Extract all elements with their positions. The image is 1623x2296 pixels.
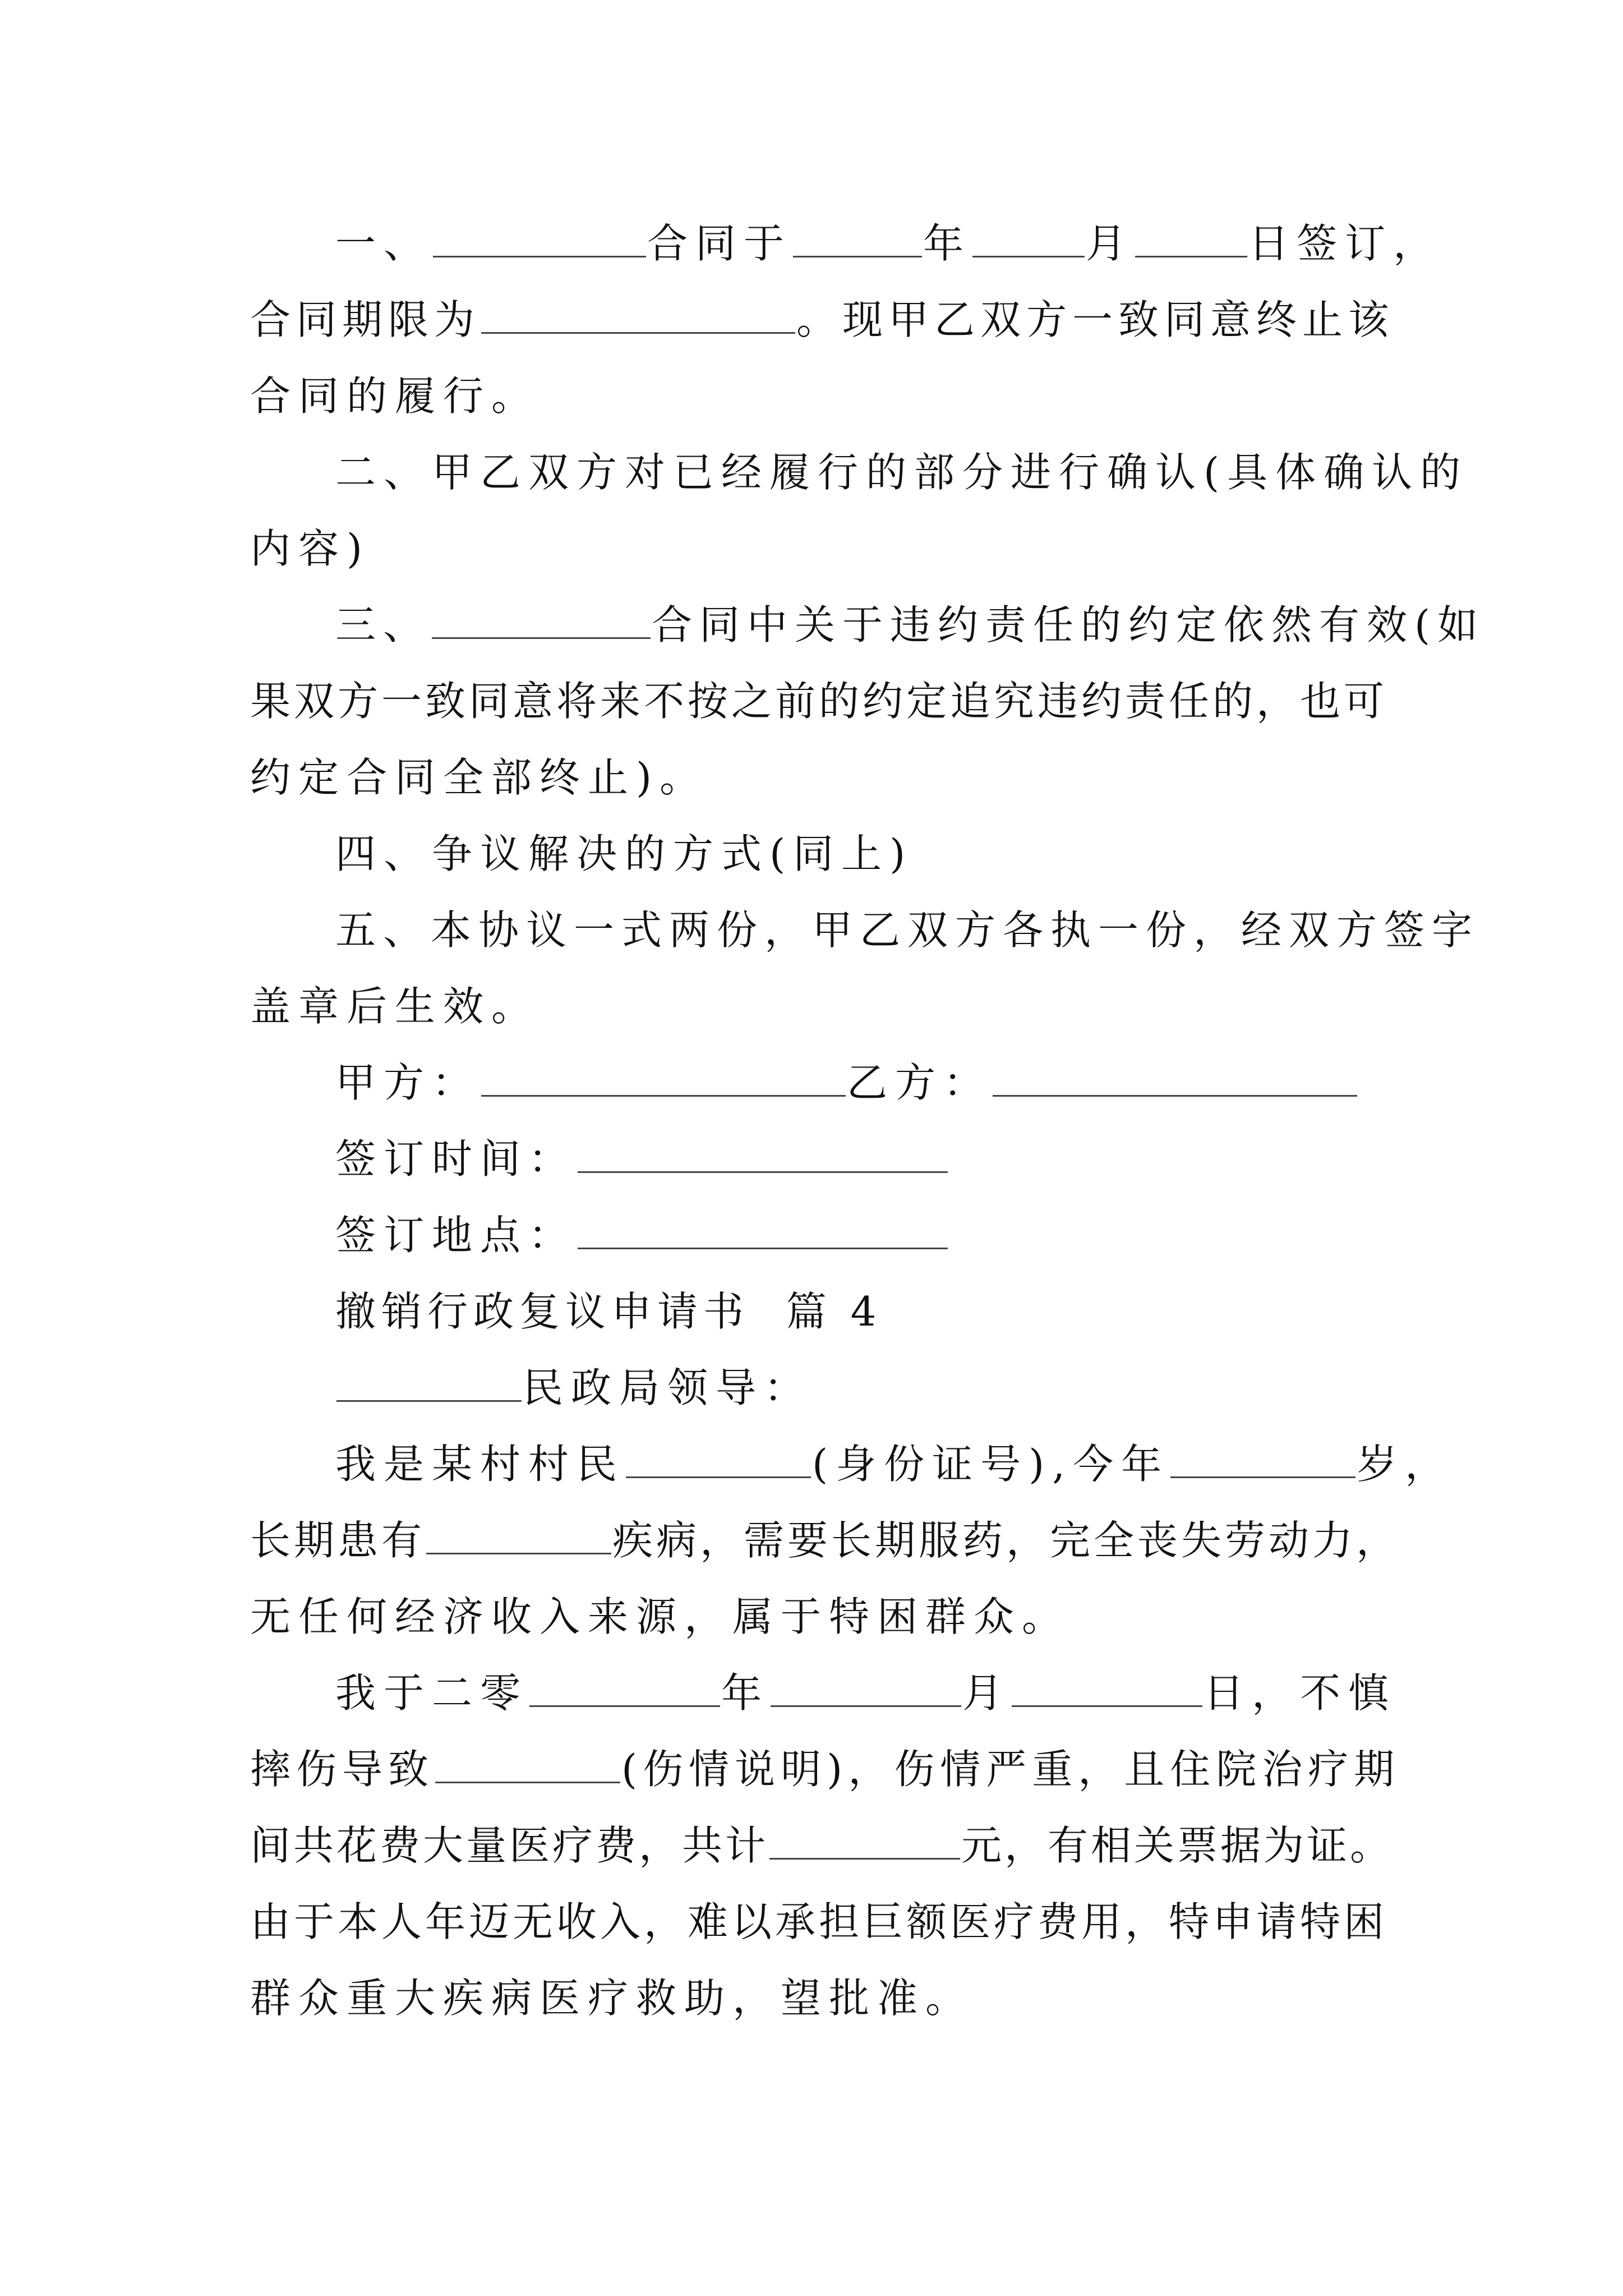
p7-l1-d: 日，不慎	[1204, 1669, 1397, 1717]
sign-time-line	[250, 1125, 1485, 1193]
p3-line-2: 果双方一致同意将来不按之前的约定追究违约责任的，也可	[250, 678, 1388, 725]
p7-l1-b: 年	[721, 1669, 770, 1717]
p1-l1-b: 合同于	[647, 220, 792, 267]
p5-line-2: 盖章后生效。	[250, 983, 540, 1030]
sign-parties-line	[250, 1049, 1485, 1116]
p1-line-3: 合同的履行。	[250, 372, 540, 420]
p3-l1-a: 三、	[335, 601, 431, 648]
sign-place-label: 签订地点：	[335, 1212, 577, 1259]
p6-l1-c: 岁，	[1357, 1441, 1454, 1488]
p7-line-3	[250, 1812, 1400, 1879]
p1-l1-e: 日签订，	[1248, 220, 1442, 267]
p1-l1-c: 年	[923, 220, 972, 267]
p7-line-4: 由于本人年迈无收入，难以承担巨额医疗费用，特申请特困	[250, 1898, 1388, 1945]
blank-party-a	[481, 1056, 846, 1097]
blank-injury-year	[529, 1666, 720, 1707]
p7-line-5: 群众重大疾病医疗救助，望批准。	[250, 1975, 974, 2022]
p7-l3-b: 元，有相关票据为证。	[961, 1822, 1394, 1869]
blank-disease	[426, 1513, 611, 1554]
blank-party-b	[993, 1056, 1357, 1097]
p3-line-3: 约定合同全部终止)。	[250, 754, 708, 801]
p3-line-1	[250, 591, 1485, 659]
p1-line-1	[250, 210, 1485, 277]
blank-name	[626, 1437, 811, 1478]
blank-injury-month	[771, 1666, 961, 1707]
p1-line-2	[250, 286, 1400, 353]
p4-line-1: 四、争议解决的方式(同上)	[335, 830, 914, 877]
party-a-label: 甲方：	[335, 1059, 481, 1106]
p2-line-1: 二、甲乙双方对已经履行的部分进行确认(具体确认的	[335, 449, 1469, 496]
p7-l1-a: 我于二零	[335, 1669, 529, 1717]
blank-year	[793, 217, 922, 257]
p5-line-1: 五、本协议一式两份，甲乙双方各执一份，经双方签字	[335, 907, 1480, 954]
p7-l3-a: 间共花费大量医疗费，共计	[250, 1822, 769, 1869]
blank-bureau	[336, 1361, 522, 1402]
p6-l2-a: 长期患有	[250, 1517, 426, 1564]
blank-day	[1135, 217, 1247, 257]
blank-contract-name	[433, 217, 646, 257]
blank-sign-place	[578, 1208, 948, 1249]
blank-age	[1170, 1437, 1355, 1478]
p6-l2-b: 疾病，需要长期服药，完全丧失劳动力，	[612, 1517, 1400, 1564]
p7-l2-a: 摔伤导致	[250, 1746, 435, 1793]
blank-sign-time	[578, 1132, 948, 1173]
section-heading: 撤销行政复议申请书 篇 4	[335, 1288, 882, 1335]
p6-line-3: 无任何经济收入来源，属于特困群众。	[250, 1593, 1071, 1640]
p6-line-1	[250, 1430, 1485, 1498]
p7-line-2	[250, 1736, 1400, 1803]
p7-l1-c: 月	[962, 1669, 1011, 1717]
p1-l2-b: 。现甲乙双方一致同意终止该	[796, 296, 1395, 343]
blank-contract-name-2	[432, 598, 651, 639]
p3-l1-b: 合同中关于违约责任的约定依然有效(如	[652, 601, 1486, 648]
p6-l1-b: (身份证号),今年	[812, 1441, 1170, 1488]
p6-l1-a: 我是某村村民	[335, 1441, 625, 1488]
salutation-line	[250, 1354, 1485, 1421]
p6-line-2	[250, 1507, 1400, 1574]
party-b-label: 乙方：	[847, 1059, 992, 1106]
sign-time-label: 签订时间：	[335, 1135, 577, 1182]
p1-l2-a: 合同期限为	[250, 296, 481, 343]
blank-term	[481, 293, 795, 334]
p2-line-2: 内容)	[250, 525, 371, 572]
sign-place-line	[250, 1202, 1485, 1269]
blank-month	[972, 217, 1085, 257]
p7-line-1	[250, 1659, 1485, 1727]
blank-amount	[769, 1819, 960, 1860]
p1-l1-a: 一、	[335, 220, 432, 267]
p1-l1-d: 月	[1086, 220, 1135, 267]
blank-injury-cause	[435, 1742, 620, 1783]
p7-l2-b: (伤情说明)，伤情严重，且住院治疗期	[621, 1746, 1400, 1793]
blank-injury-day	[1012, 1666, 1202, 1707]
salutation-text: 民政局领导：	[523, 1364, 813, 1411]
